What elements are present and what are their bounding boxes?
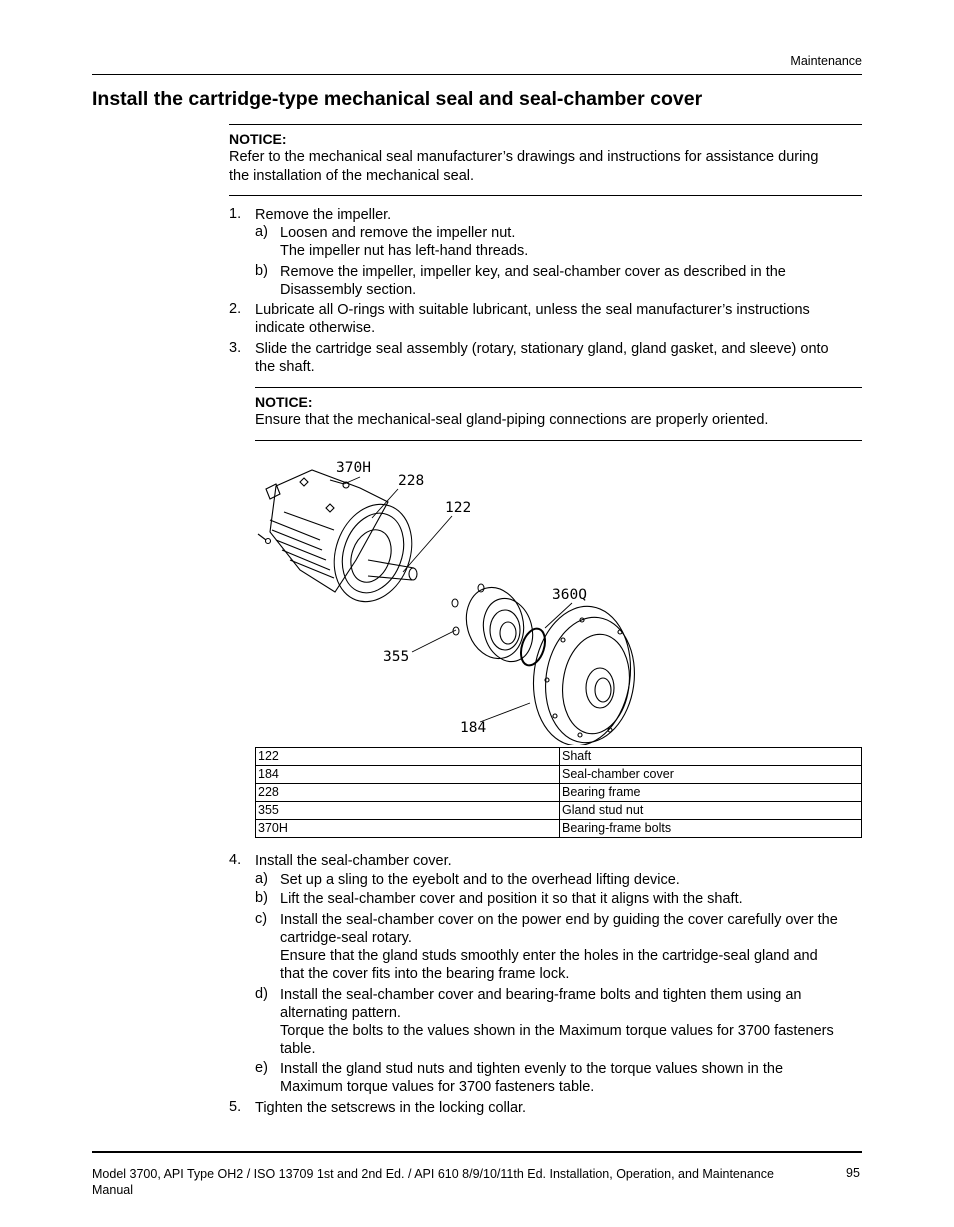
substep-line: Install the gland stud nuts and tighten evenly to the torque values shown in the [280,1061,784,1077]
substep-letter: d) [255,986,268,1002]
callout-184: 184 [460,720,487,736]
legend-description: Shaft [560,748,862,766]
seal-chamber-cover-drawing [525,600,643,745]
page-number: 95 [846,1166,860,1180]
substep-text [280,224,528,260]
notice-heading: NOTICE: [255,394,313,410]
callout-370h: 370H [336,460,371,476]
legend-description: Seal-chamber cover [560,766,862,784]
substep-text [280,263,786,299]
footer-line: Model 3700, API Type OH2 / ISO 13709 1st and 2nd Ed. / API 610 8/9/10/11th Ed. Installation, Operation, and Maintenance [92,1167,774,1181]
substep-line: Torque the bolts to the values shown in the Maximum torque values for 3700 fasteners [280,1023,834,1039]
substep-line: The impeller nut has left-hand threads. [280,243,529,259]
substep-letter: b) [255,890,268,906]
legend-part-number: 184 [256,766,560,784]
substep-line: that the cover fits into the bearing frame lock. [280,966,570,982]
section-label: Maintenance [790,54,862,68]
notice-top-rule [255,387,862,388]
substep-line: Install the seal-chamber cover on the power end by guiding the cover carefully over the [280,912,838,928]
step-line: Slide the cartridge seal assembly (rotary, stationary gland, gland gasket, and sleeve) onto [255,341,829,357]
legend-part-number: 370H [256,820,560,838]
step-number: 1. [229,206,242,222]
step-number: 2. [229,301,242,317]
bearing-frame-drawing [258,470,425,613]
footer-rule [92,1151,862,1153]
substep-letter: a) [255,224,268,240]
substep-text [280,986,834,1058]
callout-355: 355 [383,649,410,665]
substep-line: Install the seal-chamber cover and bearing-frame bolts and tighten them using an [280,987,802,1003]
substep-line: Maximum torque values for 3700 fasteners table. [280,1079,595,1095]
notice-bottom-rule [255,440,862,441]
legend-row [256,820,862,838]
step-number: 5. [229,1099,242,1115]
legend-description: Bearing frame [560,784,862,802]
notice-line: the installation of the mechanical seal. [229,168,475,184]
footer-document-title [92,1166,812,1198]
step-text: Remove the impeller. [255,207,392,223]
substep-text [280,911,838,983]
notice-heading: NOTICE: [229,131,287,147]
step-text: Tighten the setscrews in the locking collar. [255,1100,527,1116]
substep-line: cartridge-seal rotary. [280,930,412,946]
substep-letter: c) [255,911,268,927]
legend-row [256,802,862,820]
notice-body [229,148,862,186]
step-number: 3. [229,340,242,356]
legend-row [256,748,862,766]
callout-228: 228 [398,473,425,489]
legend-description: Bearing-frame bolts [560,820,862,838]
substep-line: table. [280,1041,316,1057]
footer-line: Manual [92,1183,133,1197]
step-line: the shaft. [255,359,315,375]
substep-line: Loosen and remove the impeller nut. [280,225,516,241]
notice-line: Refer to the mechanical seal manufacturer’s drawings and instructions for assistance during [229,149,819,165]
substep-text [280,1060,783,1096]
notice-bottom-rule [229,195,862,196]
legend-part-number: 122 [256,748,560,766]
notice-body: Ensure that the mechanical-seal gland-piping connections are properly oriented. [255,412,769,428]
legend-part-number: 355 [256,802,560,820]
substep-text: Lift the seal-chamber cover and position it so that it aligns with the shaft. [280,891,743,907]
step-text: Install the seal-chamber cover. [255,853,452,869]
step-text [255,301,810,337]
callout-122: 122 [445,500,472,516]
substep-line: Remove the impeller, impeller key, and seal-chamber cover as described in the [280,264,786,280]
substep-letter: a) [255,871,268,887]
legend-part-number: 228 [256,784,560,802]
legend-description: Gland stud nut [560,802,862,820]
legend-row [256,766,862,784]
substep-letter: b) [255,263,268,279]
substep-line: Disassembly section. [280,282,417,298]
step-line: Lubricate all O-rings with suitable lubricant, unless the seal manufacturer’s instructions [255,302,810,318]
legend-row [256,784,862,802]
notice-top-rule [229,124,862,125]
substep-line: Ensure that the gland studs smoothly enter the holes in the cartridge-seal gland and [280,948,818,964]
callout-360q: 360Q [552,587,587,603]
seal-assembly-figure [250,450,650,745]
step-number: 4. [229,852,242,868]
step-text [255,340,829,376]
substep-line: alternating pattern. [280,1005,401,1021]
step-line: indicate otherwise. [255,320,376,336]
cartridge-seal-drawing [459,581,540,667]
page-title: Install the cartridge-type mechanical seal and seal-chamber cover [92,88,703,110]
substep-letter: e) [255,1060,268,1076]
substep-text: Set up a sling to the eyebolt and to the overhead lifting device. [280,872,680,888]
parts-legend-table [255,747,862,838]
header-rule [92,74,862,75]
